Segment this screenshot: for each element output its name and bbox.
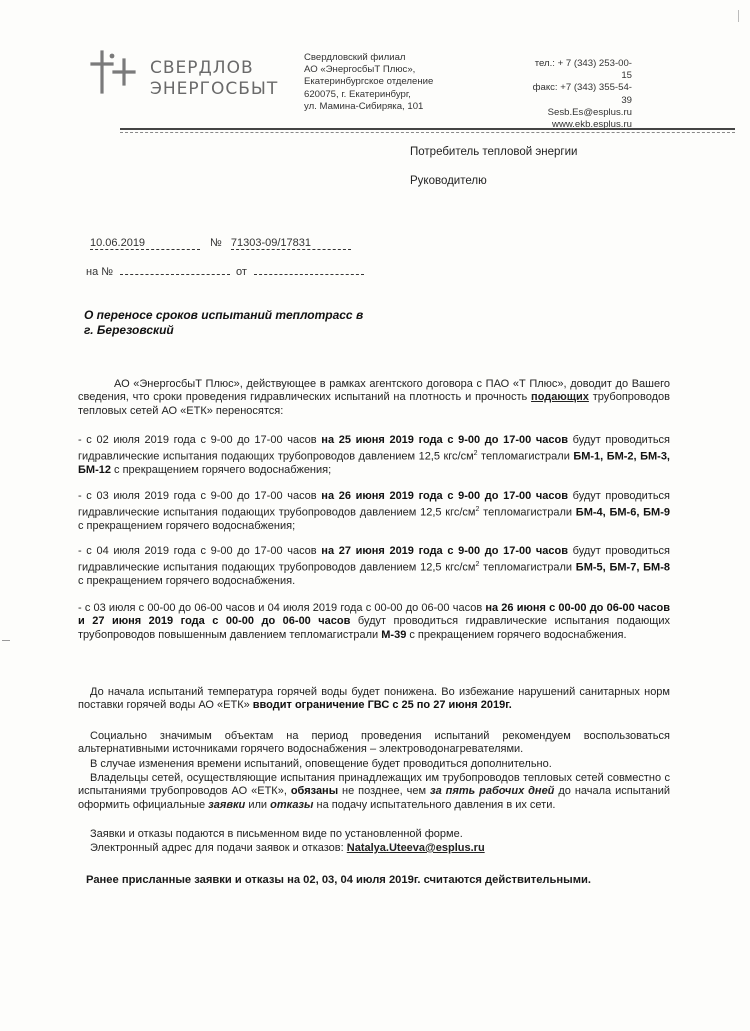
phone: тел.: + 7 (343) 253-00-15	[534, 58, 632, 82]
ot-label: от	[236, 266, 247, 278]
text-bold: на 26 июня с 00-00 до 06-00 часов и 27 июня 2019 года с 00-00 до 06-00 часов	[78, 602, 670, 628]
text: с прекращением горячего водоснабжения.	[406, 628, 627, 641]
text-bold: подающих	[531, 391, 589, 404]
company-logo-text	[150, 58, 278, 100]
paragraph-email	[78, 842, 670, 855]
text-bold: БМ-1, БМ-2, БМ-3, БМ-12	[78, 451, 670, 477]
letterhead-divider-dashed	[120, 132, 735, 133]
paragraph-changes: В случае изменения времени испытаний, оповещение будет проводиться дополнительно.	[90, 758, 552, 770]
text: - с 02 июля 2019 года с 9-00 до 17-00 часов	[78, 434, 322, 446]
paragraph-social-objects: Социально значимым объектам на период проведения испытаний рекомендуем воспользоваться альтернативными источниками горячего водоснабжения – электроводонагревателями.	[78, 730, 670, 756]
outgoing-number	[210, 237, 351, 250]
org-line: ул. Мамина-Сибиряка, 101	[304, 100, 424, 112]
org-line: Свердловский филиал	[304, 52, 406, 63]
text: трубопроводов тепловых сетей АО «ЕТК» переносятся:	[78, 391, 670, 417]
text: тепломагистрали	[479, 507, 576, 520]
text-bold-italic: за пять рабочих дней	[430, 785, 555, 798]
na-field	[120, 274, 230, 275]
text: тепломагистрали	[477, 451, 574, 464]
letterhead-divider	[120, 128, 735, 130]
text: или	[245, 798, 271, 811]
recipient-line-2: Руководителю	[410, 175, 487, 187]
text-bold: БМ-4, БМ-6, БМ-9	[575, 507, 670, 520]
text-bold: БМ-5, БМ-7, БМ-8	[575, 562, 670, 575]
logo-line-1: СВЕРДЛОВ	[150, 58, 254, 78]
subject-line-2: г. Березовский	[84, 323, 174, 337]
email-link[interactable]: Sesb.Es@esplus.ru	[547, 106, 632, 118]
text: не позднее, чем	[338, 785, 430, 798]
org-line: АО «ЭнергосбыТ Плюс»,	[304, 64, 416, 76]
org-line: 620075, г. Екатеринбург,	[304, 88, 411, 100]
paragraph-schedule-4	[78, 602, 670, 642]
text-bold: М-39	[381, 628, 407, 641]
na-label: на №	[86, 266, 114, 278]
paragraph-temperature	[78, 686, 670, 713]
website-link[interactable]: www.ekb.esplus.ru	[552, 119, 632, 131]
logo-line-2: ЭНЕРГОСБЫТ	[150, 79, 279, 99]
text: АО «ЭнергосбыТ Плюс», действующее в рамках агентского договора с ПАО «Т Плюс», доводит до Вашего сведения, что сроки проведения гидравлических испытаний на плотность и прочность	[78, 378, 670, 404]
text: будут проводиться гидравлические испытания подающих трубопроводов давлением 12,5 кгс/см	[78, 545, 671, 575]
text-bold: на 26 июня 2019 года с 9-00 до 17-00 часов	[321, 490, 568, 502]
number-value: 71303-09/17831	[231, 237, 351, 250]
contact-info	[530, 58, 632, 131]
number-label: №	[210, 237, 222, 249]
text-bold: на 27 июня 2019 года с 9-00 до 17-00 часов	[321, 545, 568, 557]
reply-to-number	[86, 266, 230, 278]
text: на подачу испытательного давления в их сети.	[313, 798, 556, 811]
text: с прекращением горячего водоснабжения.	[78, 575, 296, 588]
text-bold: на 25 июня 2019 года с 9-00 до 17-00 часов	[321, 434, 568, 446]
text-bold-italic: отказы	[270, 798, 314, 811]
text: будут проводиться гидравлические испытания подающих трубопроводов повышенным давлением тепломагистрали	[78, 615, 670, 641]
text-bold: обязаны	[290, 785, 339, 798]
text: будут проводиться гидравлические испытания подающих трубопроводов давлением 12,5 кгс/см	[78, 434, 671, 464]
scan-artifact	[738, 10, 739, 22]
text: - с 03 июля с 00-00 до 06-00 часов и 04 июля 2019 года с 00-00 до 06-00 часов	[78, 602, 486, 614]
scan-artifact	[2, 640, 10, 641]
reply-to-date	[236, 266, 364, 278]
paragraph-intro	[78, 378, 670, 418]
paragraph-form: Заявки и отказы подаются в письменном виде по установленной форме.	[90, 828, 463, 840]
text: с прекращением горячего водоснабжения;	[78, 520, 296, 533]
text: с прекращением горячего водоснабжения;	[110, 464, 332, 477]
outgoing-date	[90, 237, 200, 250]
text: Электронный адрес для подачи заявок и отказов:	[90, 842, 347, 854]
text: - с 04 июля 2019 года с 9-00 до 17-00 часов	[78, 545, 322, 557]
final-note: Ранее присланные заявки и отказы на 02, 03, 04 июля 2019г. считаются действительными.	[86, 874, 591, 886]
superscript: 2	[475, 506, 480, 514]
text: - с 03 июля 2019 года с 9-00 до 17-00 часов	[78, 490, 322, 502]
subject-line-1: О переносе сроков испытаний теплотрасс в	[84, 308, 364, 322]
superscript: 2	[473, 450, 478, 458]
text-bold-italic: заявки	[208, 798, 246, 811]
contact-email-link[interactable]: Natalya.Uteeva@esplus.ru	[346, 842, 485, 854]
ot-field	[254, 274, 364, 275]
text: Владельцы сетей, осуществляющие испытания принадлежащих им трубопроводов тепловых сетей совместно с испытаниями трубопроводов АО «ЕТК»,	[78, 772, 670, 798]
paragraph-schedule-1	[78, 434, 670, 478]
text: До начала испытаний температура горячей воды будет понижена. Во избежание нарушений санитарных норм поставки горячей воды АО «ЕТК»	[78, 686, 670, 712]
text: будут проводиться гидравлические испытания подающих трубопроводов давлением 12,5 кгс/см	[78, 490, 671, 520]
paragraph-schedule-2	[78, 490, 670, 534]
company-logo-icon	[88, 46, 140, 98]
superscript: 2	[475, 561, 480, 569]
text: до начала испытаний оформить официальные	[78, 785, 670, 811]
paragraph-owners	[78, 772, 670, 812]
organization-address	[304, 52, 433, 113]
org-line: Екатеринбургское отделение	[304, 76, 434, 88]
text-bold: вводит ограничение ГВС с 25 по 27 июня 2019г.	[252, 699, 512, 712]
paragraph-schedule-3	[78, 545, 670, 589]
text: тепломагистрали	[479, 562, 576, 575]
recipient-line-1: Потребитель тепловой энергии	[410, 146, 578, 158]
fax: факс: +7 (343) 355-54-39	[532, 82, 632, 106]
letter-subject	[84, 308, 404, 338]
date-value: 10.06.2019	[90, 237, 200, 250]
